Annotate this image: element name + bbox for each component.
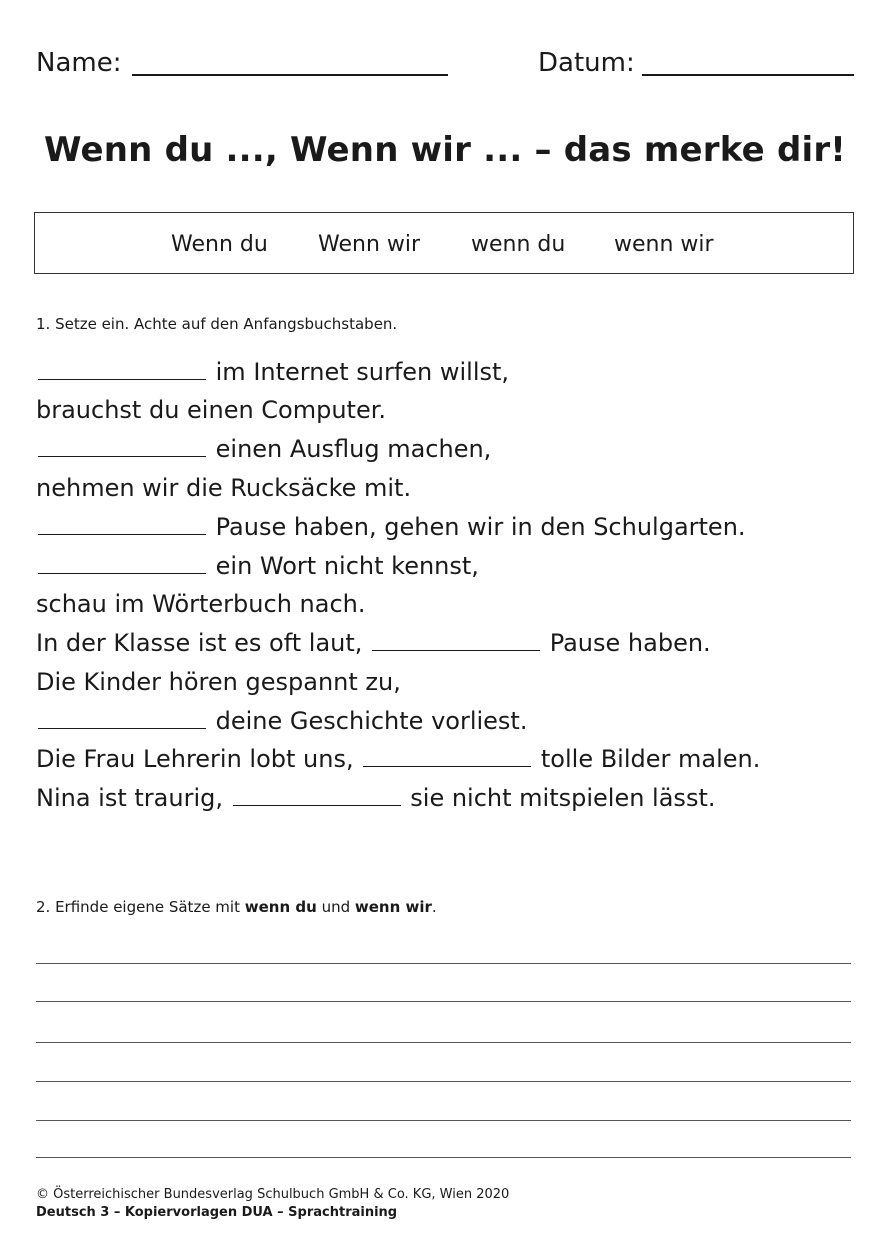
word-box-item: Wenn du bbox=[171, 232, 268, 257]
copyright-notice: © Österreichischer Bundesverlag Schulbuch GmbH & Co. KG, Wien 2020 bbox=[36, 1187, 510, 1202]
exercise-line bbox=[36, 705, 527, 737]
fill-blank[interactable] bbox=[233, 783, 401, 806]
fill-blank[interactable] bbox=[38, 706, 206, 729]
line-text: einen Ausflug machen, bbox=[215, 435, 492, 463]
writing-line[interactable] bbox=[36, 1042, 851, 1043]
word-box bbox=[34, 212, 854, 274]
fill-blank[interactable] bbox=[38, 434, 206, 457]
line-text: Die Kinder hören gespannt zu, bbox=[36, 668, 401, 696]
date-field[interactable] bbox=[642, 74, 854, 76]
fill-blank[interactable] bbox=[38, 512, 206, 535]
exercise-line bbox=[36, 588, 365, 620]
fill-blank[interactable] bbox=[372, 628, 540, 651]
task2-instruction bbox=[36, 898, 437, 916]
exercise-line bbox=[36, 627, 711, 659]
task2-text: und bbox=[321, 898, 351, 916]
task2-text: . bbox=[431, 898, 437, 916]
date-label: Datum: bbox=[538, 48, 635, 78]
exercise-line bbox=[36, 743, 760, 775]
exercise-line bbox=[36, 782, 715, 814]
word-box-item: wenn du bbox=[471, 232, 566, 257]
line-text: tolle Bilder malen. bbox=[540, 745, 761, 773]
line-text: ein Wort nicht kennst, bbox=[215, 552, 479, 580]
series-info: Deutsch 3 – Kopiervorlagen DUA – Sprachtraining bbox=[36, 1205, 398, 1220]
line-text: sie nicht mitspielen lässt. bbox=[410, 784, 716, 812]
line-text: im Internet surfen willst, bbox=[215, 358, 510, 386]
writing-line[interactable] bbox=[36, 963, 851, 964]
line-text: Die Frau Lehrerin lobt uns, bbox=[36, 745, 354, 773]
task2-keyword: wenn du bbox=[244, 898, 317, 916]
writing-line[interactable] bbox=[36, 1120, 851, 1121]
task1-instruction: 1. Setze ein. Achte auf den Anfangsbuchstaben. bbox=[36, 315, 398, 333]
word-box-item: Wenn wir bbox=[318, 232, 421, 257]
exercise-line bbox=[36, 394, 386, 426]
exercise-line bbox=[36, 666, 401, 698]
fill-blank[interactable] bbox=[363, 744, 531, 767]
line-text: nehmen wir die Rucksäcke mit. bbox=[36, 474, 412, 502]
worksheet-title: Wenn du ..., Wenn wir ... – das merke dir! bbox=[43, 130, 847, 170]
task2-keyword: wenn wir bbox=[354, 898, 432, 916]
fill-blank[interactable] bbox=[38, 357, 206, 380]
exercise-line bbox=[36, 356, 509, 388]
task2-text: 2. Erfinde eigene Sätze mit bbox=[36, 898, 240, 916]
name-field[interactable] bbox=[132, 74, 448, 76]
writing-line[interactable] bbox=[36, 1081, 851, 1082]
exercise-line bbox=[36, 550, 479, 582]
word-box-item: wenn wir bbox=[614, 232, 714, 257]
exercise-line bbox=[36, 433, 491, 465]
name-label: Name: bbox=[36, 48, 122, 78]
exercise-line bbox=[36, 472, 411, 504]
writing-line[interactable] bbox=[36, 1001, 851, 1002]
line-text: Nina ist traurig, bbox=[36, 784, 223, 812]
line-text: deine Geschichte vorliest. bbox=[215, 707, 528, 735]
writing-line[interactable] bbox=[36, 1157, 851, 1158]
line-text: Pause haben, gehen wir in den Schulgarten. bbox=[215, 513, 746, 541]
line-text: Pause haben. bbox=[549, 629, 711, 657]
line-text: schau im Wörterbuch nach. bbox=[36, 590, 366, 618]
line-text: In der Klasse ist es oft laut, bbox=[36, 629, 363, 657]
fill-blank[interactable] bbox=[38, 551, 206, 574]
exercise-line bbox=[36, 511, 746, 543]
line-text: brauchst du einen Computer. bbox=[36, 396, 387, 424]
